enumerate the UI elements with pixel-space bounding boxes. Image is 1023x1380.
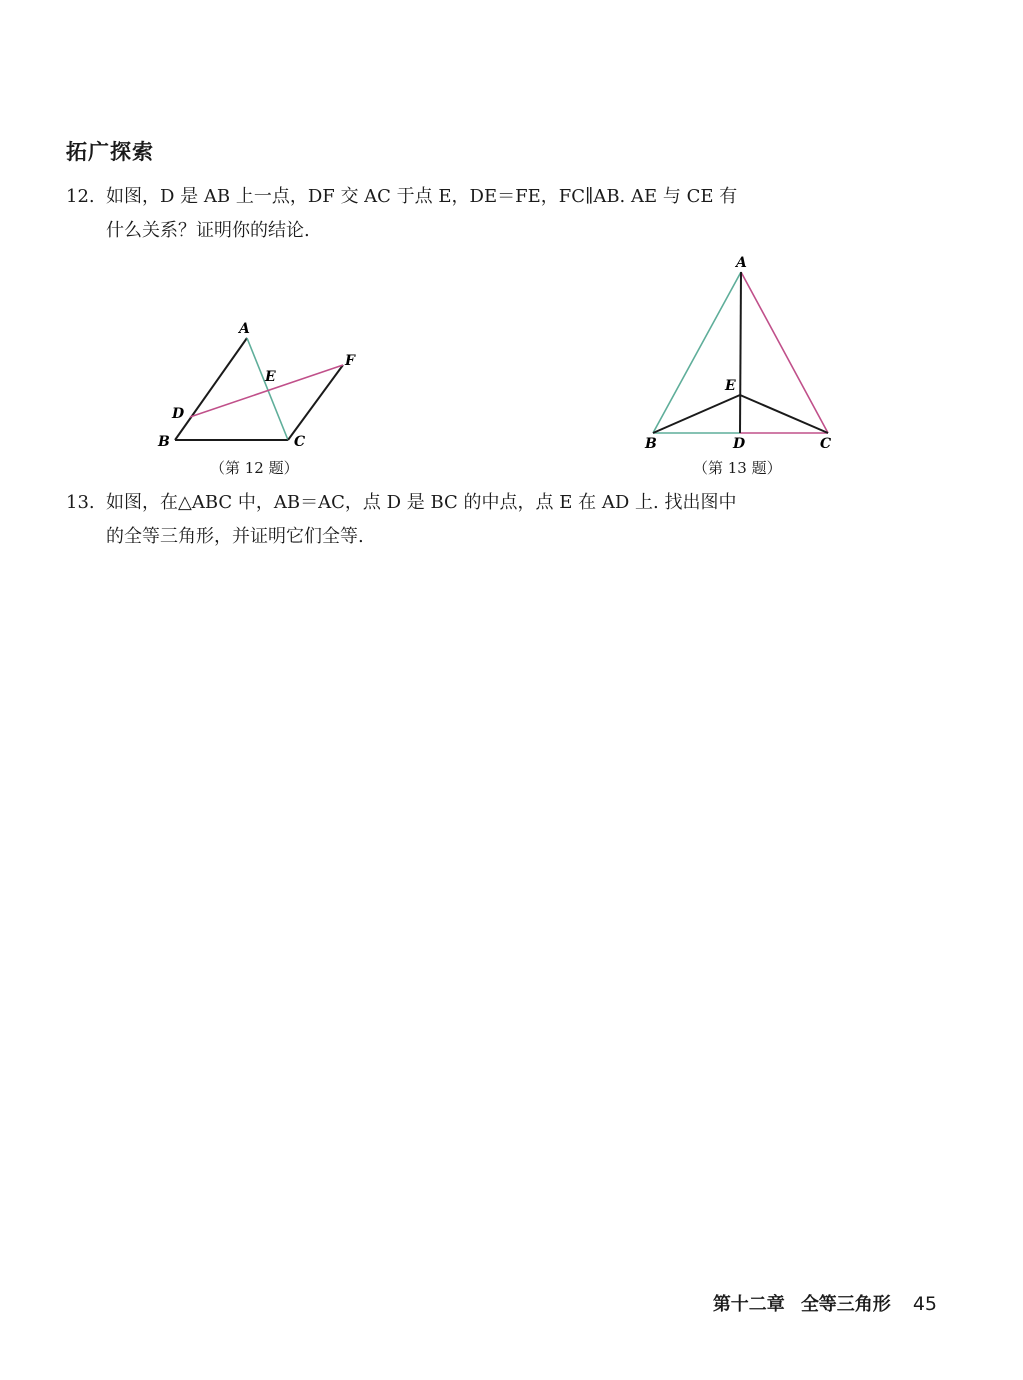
label-b: B	[645, 436, 657, 452]
figure-12-caption: （第 12 题）	[210, 459, 299, 477]
problem-13-line-1	[66, 486, 936, 520]
segment-cf	[288, 365, 343, 440]
label-c: C	[820, 436, 832, 452]
label-a: A	[736, 255, 747, 271]
label-a: A	[239, 321, 250, 337]
figure-12	[150, 318, 380, 478]
problem-13-number: 13.	[66, 492, 95, 513]
segment-ab	[653, 272, 741, 433]
label-c: C	[294, 434, 306, 450]
label-e: E	[265, 369, 276, 385]
section-title: 拓广探索	[66, 140, 154, 164]
footer-title: 全等三角形	[800, 1294, 891, 1315]
problem-12	[66, 180, 936, 248]
problem-13	[66, 486, 936, 554]
segment-be	[653, 395, 740, 433]
footer-chapter: 第十二章	[712, 1294, 785, 1315]
problem-12-text-2: 什么关系？证明你的结论.	[106, 220, 310, 241]
label-d: D	[733, 436, 746, 452]
label-e: E	[725, 378, 736, 394]
problem-13-text-1: 如图，在△ABC 中，AB＝AC，点 D 是 BC 的中点，点 E 在 AD 上. 找出图中	[106, 492, 737, 513]
problem-12-text-1: 如图，D 是 AB 上一点，DF 交 AC 于点 E，DE＝FE，FC∥AB. AE 与 CE 有	[106, 186, 738, 207]
page-footer	[713, 1290, 937, 1316]
label-d: D	[172, 406, 185, 422]
figure-13-caption: （第 13 题）	[693, 459, 782, 477]
segment-ab	[175, 338, 247, 440]
page-number: 45	[912, 1293, 937, 1315]
problem-12-number: 12.	[66, 186, 95, 207]
segment-ce	[740, 395, 828, 433]
segment-ad	[740, 272, 741, 433]
figure-13	[640, 250, 840, 480]
label-f: F	[345, 353, 355, 369]
segment-ac	[247, 338, 288, 440]
problem-13-text-2: 的全等三角形，并证明它们全等.	[106, 526, 364, 547]
segment-ac	[741, 272, 828, 433]
problem-12-line-1	[66, 180, 936, 214]
label-b: B	[158, 434, 170, 450]
